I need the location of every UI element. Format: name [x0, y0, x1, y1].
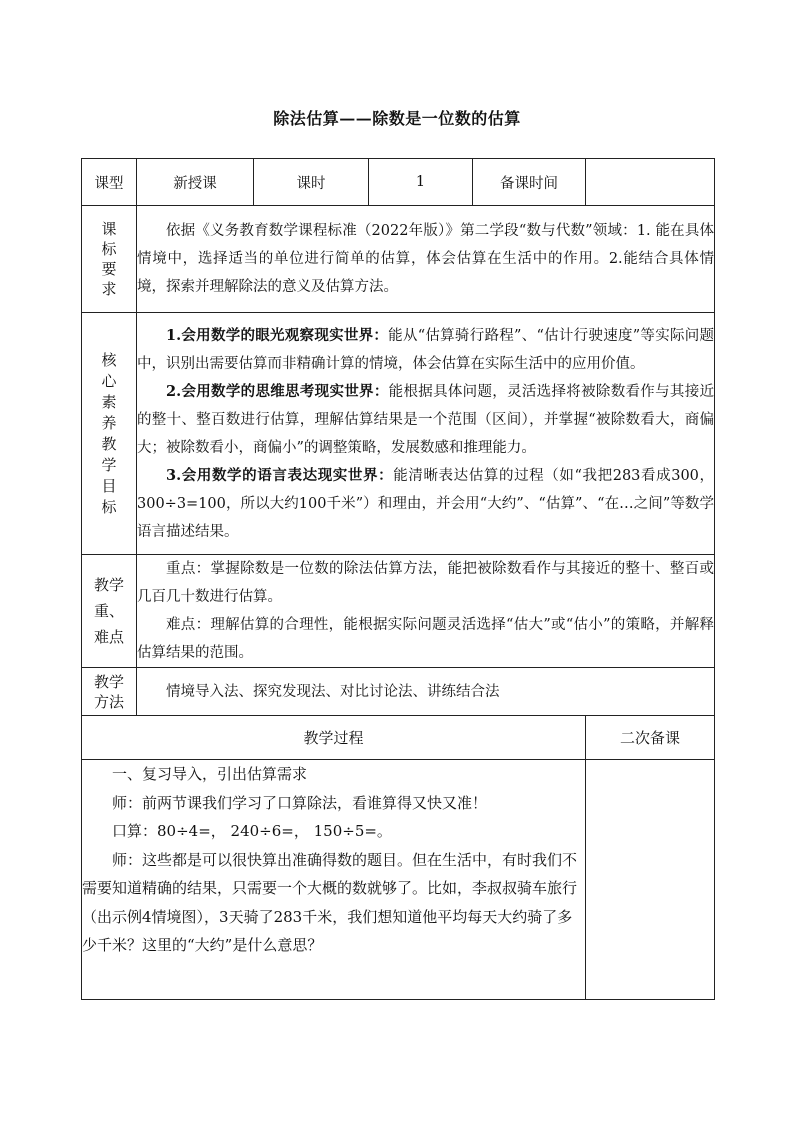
- process-row: [82, 760, 715, 1000]
- lesson-type-label: 课型: [82, 159, 137, 206]
- goals-text: [137, 313, 715, 555]
- process-line: 一、复习导入，引出估算需求: [112, 765, 308, 783]
- prep-time-value: [586, 159, 715, 206]
- methods-label: 教学 方法: [82, 668, 137, 716]
- difficult-point: 难点：理解估算的合理性，能根据实际问题灵活选择“估大”或“估小”的策略，并解释估算结果的范围。: [137, 617, 714, 661]
- process-line: 师：这些都是可以很快算出准确得数的题目。但在生活中，有时我们不需要知道精确的结果，只需要一个大概的数就够了。比如，李叔叔骑车旅行（出示例4情境图），3天骑了283千米，我们想知道他平均每天大约骑了多少千米？这里的“大约”是什么意思？: [82, 850, 578, 954]
- keypoints-text: [137, 555, 715, 668]
- goal-item: 2.会用数学的思维思考现实世界：能根据具体问题，灵活选择将被除数看作与其接近的整十、整百数进行估算，理解估算结果是一个范围（区间），并掌握“被除数看大，商偏大；被除数看小，商偏小”的调整策略，发展数感和推理能力。: [137, 382, 715, 456]
- standards-label: 课 标 要 求: [82, 206, 137, 313]
- keypoints-label: 教学 重、 难点: [82, 555, 137, 668]
- period-value: 1: [369, 159, 473, 206]
- process-line: 口算：80÷4=， 240÷6=， 150÷5=。: [112, 822, 392, 840]
- lesson-type-value: 新授课: [137, 159, 254, 206]
- process-line: 师：前两节课我们学习了口算除法，看谁算得又快又准！: [112, 793, 488, 812]
- goals-row: [82, 313, 715, 555]
- process-header-row: [82, 716, 715, 760]
- page-title: 除法估算——除数是一位数的估算: [273, 109, 521, 128]
- second-prep-header: 二次备课: [586, 716, 715, 760]
- lesson-plan-table: [81, 158, 715, 1000]
- standards-row: [82, 206, 715, 313]
- process-content: [82, 760, 586, 1000]
- key-point: 重点：掌握除数是一位数的除法估算方法，能把被除数看作与其接近的整十、整百或几百几十数进行估算。: [137, 561, 714, 605]
- goal-item: 3.会用数学的语言表达现实世界：能清晰表达估算的过程（如“我把283看成300，300÷3=100，所以大约100千米”）和理由，并会用“大约”、“估算”、“在…之间”等数学语言描述结果。: [137, 466, 715, 540]
- header-row: [82, 159, 715, 206]
- goal-item: 1.会用数学的眼光观察现实世界：能从“估算骑行路程”、“估计行驶速度”等实际问题中，识别出需要估算而非精确计算的情境，体会估算在实际生活中的应用价值。: [137, 326, 714, 372]
- process-header: 教学过程: [82, 716, 586, 760]
- period-label: 课时: [254, 159, 369, 206]
- standards-text: 依据《义务教育数学课程标准（2022年版）》第二学段“数与代数”领域：1. 能在具体情境中，选择适当的单位进行简单的估算，体会估算在生活中的作用。2.能结合具体情境，探索并理解除法的意义及估算方法。: [137, 206, 715, 313]
- prep-time-label: 备课时间: [473, 159, 586, 206]
- methods-text: 情境导入法、探究发现法、对比讨论法、讲练结合法: [137, 668, 715, 716]
- goals-label: 核 心 素 养 教 学 目 标: [82, 313, 137, 555]
- keypoints-row: [82, 555, 715, 668]
- second-prep-content: [586, 760, 715, 1000]
- methods-row: [82, 668, 715, 716]
